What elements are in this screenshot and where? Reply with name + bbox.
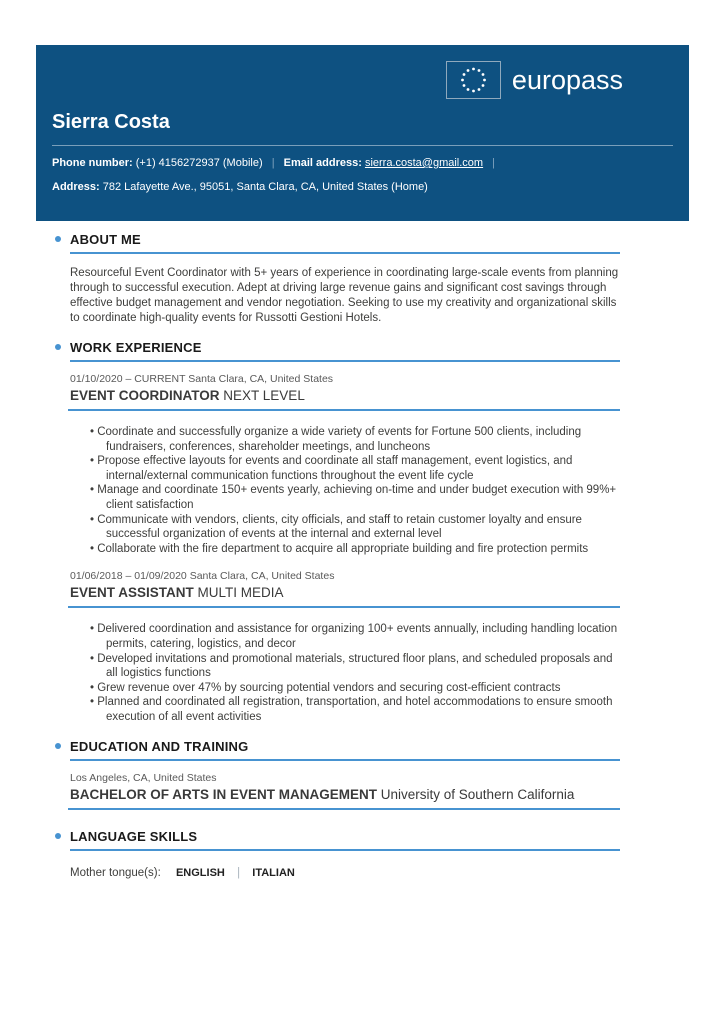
job-bullet: • Developed invitations and promotional materials, structured floor plans, and scheduled proposals and all logistics functions xyxy=(70,652,620,681)
education-degree: BACHELOR OF ARTS IN EVENT MANAGEMENT xyxy=(70,786,377,802)
section-languages xyxy=(70,829,620,881)
address-label: Address: xyxy=(52,181,100,193)
entry-rule xyxy=(68,606,620,608)
europass-logo xyxy=(36,45,689,99)
separator: | xyxy=(492,157,496,169)
education-institution: University of Southern California xyxy=(380,786,575,802)
job-title-line xyxy=(70,584,620,601)
contact-line-2 xyxy=(52,180,673,194)
job-role: EVENT COORDINATOR xyxy=(70,388,220,403)
section-head-languages xyxy=(70,829,620,851)
job-dates: 01/10/2020 – CURRENT xyxy=(70,373,186,385)
language-italian: ITALIAN xyxy=(252,866,295,879)
phone-value: (+1) 4156272937 (Mobile) xyxy=(135,157,263,169)
language-english: ENGLISH xyxy=(175,866,225,879)
section-education xyxy=(70,739,620,810)
education-location: Los Angeles, CA, United States xyxy=(70,771,217,784)
job-bullet: • Planned and coordinated all registration, transportation, and hotel accommodations to ensure smooth execution of all event activities xyxy=(70,695,620,724)
job-company: MULTI MEDIA xyxy=(197,585,284,601)
job-role: EVENT ASSISTANT xyxy=(70,585,194,601)
section-rule xyxy=(70,849,620,851)
section-rule xyxy=(70,759,620,761)
section-title-education: EDUCATION AND TRAINING xyxy=(70,738,249,754)
section-bullet-icon xyxy=(55,236,61,242)
job-title-line xyxy=(70,387,620,404)
job-bullet: • Propose effective layouts for events and coordinate all staff management, event logistics, and internal/external communication functions throughout the event life cycle xyxy=(70,454,620,483)
education-entry xyxy=(70,772,620,810)
europass-wordmark: europass xyxy=(511,64,623,95)
education-title-line xyxy=(70,786,620,803)
separator: | xyxy=(237,866,241,879)
section-head-education xyxy=(70,739,620,761)
job-meta xyxy=(70,570,620,583)
email-label: Email address: xyxy=(283,157,362,169)
phone-label: Phone number: xyxy=(52,157,133,169)
section-bullet-icon xyxy=(55,833,61,839)
job-bullet-list xyxy=(70,425,620,556)
section-work-experience xyxy=(70,340,620,725)
person-name: Sierra Costa xyxy=(52,111,170,133)
job-bullet: • Grew revenue over 47% by sourcing potential vendors and securing cost-efficient contracts xyxy=(70,681,620,696)
separator: | xyxy=(271,157,275,169)
job-bullet-list xyxy=(70,622,620,724)
about-text: Resourceful Event Coordinator with 5+ years of experience in coordinating large-scale events from planning through to successful execution. Adept at driving large revenue gains and significant cost savings through effective budget management and vendor negotiation. Seeking to use my creativity and organizational skills to coordinate high-quality events for Russotti Gestioni Hotels. xyxy=(70,267,619,324)
mother-tongue-label: Mother tongue(s): xyxy=(70,866,161,879)
job-location: Santa Clara, CA, United States xyxy=(188,373,334,385)
section-head-about xyxy=(70,232,620,254)
job-bullet: • Communicate with vendors, clients, city officials, and staff to retain customer loyalty and ensure successful organization of events at the internal and external level xyxy=(70,513,620,542)
contact-line-1 xyxy=(52,156,673,170)
section-title-about: ABOUT ME xyxy=(70,232,141,247)
mother-tongue-row xyxy=(70,866,620,881)
email-link[interactable]: sierra.costa@gmail.com xyxy=(364,157,484,169)
entry-rule xyxy=(68,808,620,810)
section-about xyxy=(70,232,620,326)
job-meta xyxy=(70,373,620,386)
header-divider xyxy=(52,145,673,146)
section-rule xyxy=(70,252,620,254)
cv-body xyxy=(70,232,620,881)
job-bullet: • Coordinate and successfully organize a wide variety of events for Fortune 500 clients, including fundraisers, conferences, shareholder meetings, and luncheons xyxy=(70,425,620,454)
address-value: 782 Lafayette Ave., 95051, Santa Clara, CA, United States (Home) xyxy=(102,181,428,193)
job-company: NEXT LEVEL xyxy=(223,388,305,403)
job-dates: 01/06/2018 – 01/09/2020 xyxy=(70,570,187,583)
section-head-work xyxy=(70,340,620,362)
job-bullet: • Delivered coordination and assistance for organizing 100+ events annually, including handling location permits, catering, logistics, and decor xyxy=(70,622,620,651)
job-location: Santa Clara, CA, United States xyxy=(189,570,335,583)
section-title-work: WORK EXPERIENCE xyxy=(70,340,202,355)
job-entry-event-coordinator xyxy=(70,373,620,556)
job-bullet: • Collaborate with the fire department to acquire all appropriate building and fire protection permits xyxy=(70,542,620,557)
eu-flag-icon xyxy=(446,61,501,99)
section-title-languages: LANGUAGE SKILLS xyxy=(70,828,198,844)
section-bullet-icon xyxy=(55,344,61,350)
entry-rule xyxy=(68,409,620,411)
job-bullet: • Manage and coordinate 150+ events yearly, achieving on-time and under budget execution with 99%+ client satisfaction xyxy=(70,483,620,512)
section-rule xyxy=(70,360,620,362)
cv-header xyxy=(36,45,689,221)
job-entry-event-assistant xyxy=(70,570,620,724)
section-bullet-icon xyxy=(55,743,61,749)
